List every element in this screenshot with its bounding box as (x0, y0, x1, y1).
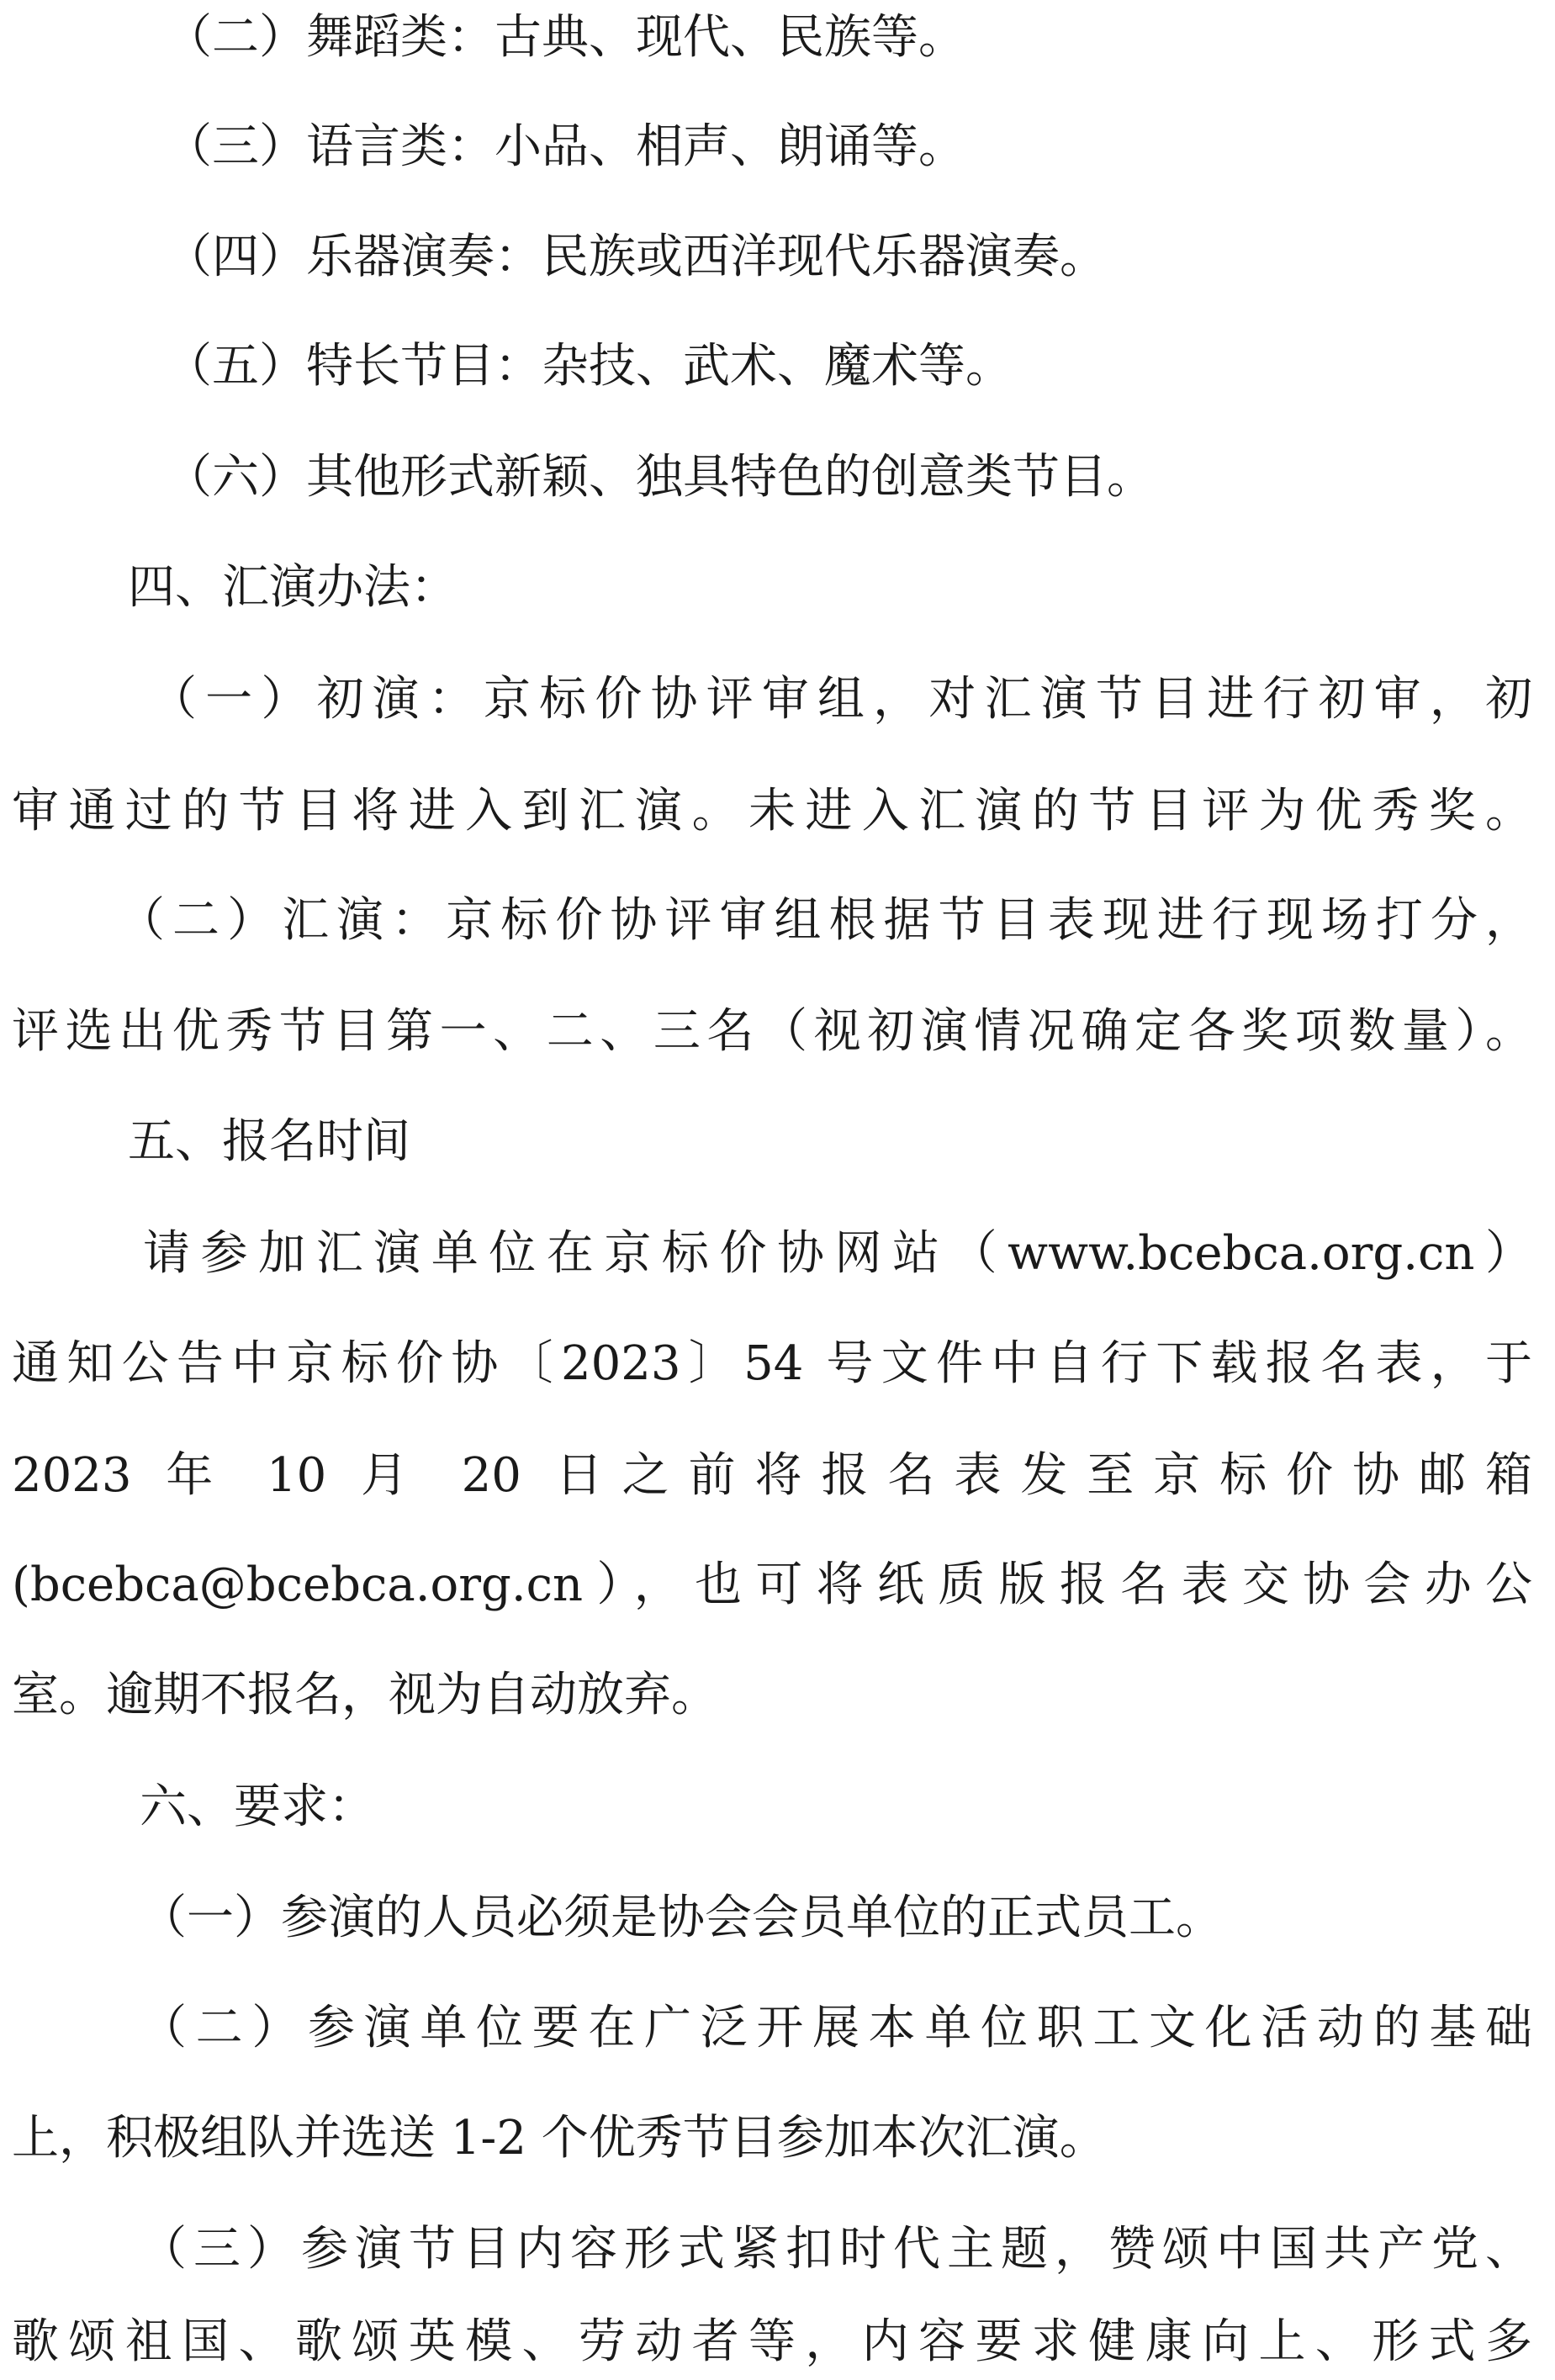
section-heading-requirements: 六、要求： (140, 1780, 375, 1834)
item-specialty: （五）特长节目：杂技、武术、魔术等。 (165, 339, 1013, 394)
method-preliminary-line-1: （一）初演：京标价协评审组，对汇演节目进行初审，初 (150, 672, 1532, 727)
registration-line-4: (bcebca@bcebca.org.cn），也可将纸质版报名表交协会办公 (12, 1558, 1532, 1612)
item-language: （三）语言类：小品、相声、朗诵等。 (165, 119, 965, 174)
item-instrument: （四）乐器演奏：民族或西洋现代乐器演奏。 (165, 230, 1107, 284)
item-other: （六）其他形式新颖、独具特色的创意类节目。 (165, 450, 1154, 505)
requirement-3-line-1: （三）参演节目内容形式紧扣时代主题，赞颂中国共产党、 (140, 2222, 1532, 2277)
method-final-line-2: 评选出优秀节目第一、二、三名（视初演情况确定各奖项数量）。 (12, 1004, 1532, 1059)
registration-line-5: 室。逾期不报名，视为自动放弃。 (12, 1668, 718, 1722)
method-preliminary-line-2: 审通过的节目将进入到汇演。未进入汇演的节目评为优秀奖。 (12, 784, 1532, 838)
registration-line-1: 请参加汇演单位在京标价协网站（www.bcebca.org.cn） (143, 1226, 1532, 1281)
requirement-1: （一）参演的人员必须是协会会员单位的正式员工。 (140, 1891, 1223, 1945)
requirement-2-line-1: （二）参演单位要在广泛开展本单位职工文化活动的基础 (140, 2001, 1532, 2055)
requirement-2-line-2: 上，积极组队并选送 1-2 个优秀节目参加本次汇演。 (12, 2111, 1107, 2166)
registration-line-3: 2023 年 10 月 20 日之前将报名表发至京标价协邮箱 (12, 1448, 1532, 1503)
registration-line-2: 通知公告中京标价协〔2023〕54 号文件中自行下载报名表，于 (12, 1336, 1532, 1391)
method-final-line-1: （二）汇演：京标价协评审组根据节目表现进行现场打分， (118, 893, 1532, 948)
section-heading-method: 四、汇演办法： (128, 560, 458, 615)
item-dance: （二）舞蹈类：古典、现代、民族等。 (165, 10, 965, 65)
section-heading-registration: 五、报名时间 (128, 1114, 410, 1169)
requirement-3-line-2: 歌颂祖国、歌颂英模、劳动者等，内容要求健康向上、形式多 (12, 2314, 1532, 2369)
